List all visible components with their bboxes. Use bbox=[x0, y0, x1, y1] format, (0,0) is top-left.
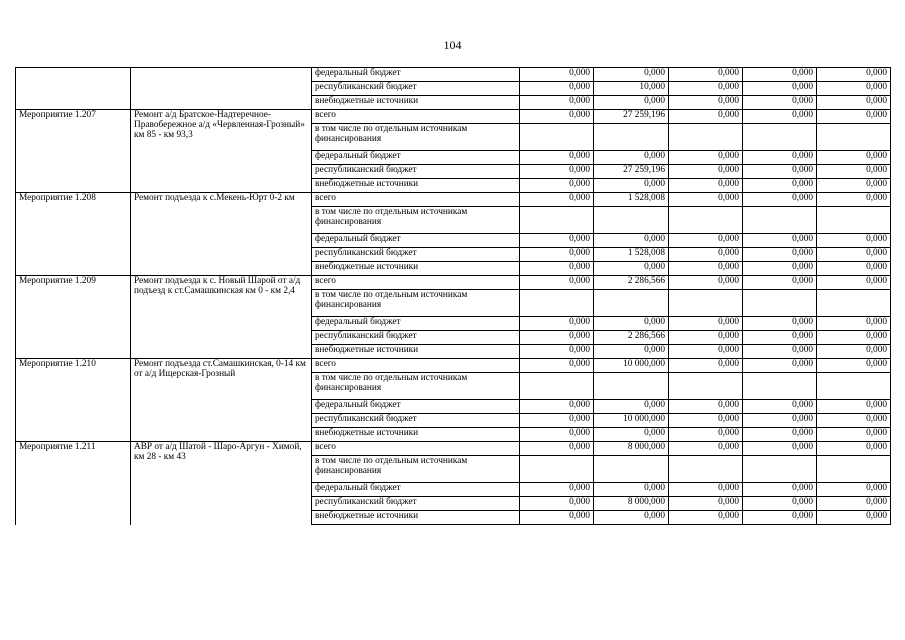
amount-cell: 10,000 bbox=[594, 82, 669, 96]
amount-cell: 0,000 bbox=[817, 193, 891, 207]
amount-cell: 0,000 bbox=[520, 262, 594, 276]
amount-cell: 0,000 bbox=[594, 511, 669, 525]
amount-cell: 0,000 bbox=[520, 248, 594, 262]
amount-cell: 0,000 bbox=[669, 400, 743, 414]
amount-cell bbox=[817, 124, 891, 151]
amount-cell: 0,000 bbox=[520, 400, 594, 414]
amount-cell bbox=[817, 207, 891, 234]
amount-cell: 27 259,196 bbox=[594, 165, 669, 179]
amount-cell: 0,000 bbox=[817, 179, 891, 193]
amount-cell: 0,000 bbox=[743, 345, 817, 359]
amount-cell: 0,000 bbox=[743, 359, 817, 373]
funding-source: в том числе по отдельным источникам финансирования bbox=[312, 124, 520, 151]
funding-source: всего bbox=[312, 359, 520, 373]
amount-cell: 0,000 bbox=[520, 497, 594, 511]
measure-object: АВР от а/д Шатой - Шаро-Аргун - Химой, км 28 - км 43 bbox=[131, 442, 312, 525]
funding-source: республиканский бюджет bbox=[312, 414, 520, 428]
amount-cell: 0,000 bbox=[594, 483, 669, 497]
amount-cell bbox=[817, 290, 891, 317]
amount-cell: 0,000 bbox=[817, 497, 891, 511]
amount-cell: 0,000 bbox=[817, 165, 891, 179]
amount-cell: 0,000 bbox=[669, 262, 743, 276]
amount-cell: 0,000 bbox=[669, 110, 743, 124]
funding-source: республиканский бюджет bbox=[312, 82, 520, 96]
amount-cell bbox=[743, 207, 817, 234]
amount-cell: 0,000 bbox=[817, 151, 891, 165]
amount-cell bbox=[669, 373, 743, 400]
amount-cell: 0,000 bbox=[743, 110, 817, 124]
amount-cell: 0,000 bbox=[743, 248, 817, 262]
amount-cell bbox=[669, 456, 743, 483]
amount-cell: 0,000 bbox=[520, 82, 594, 96]
amount-cell: 0,000 bbox=[743, 331, 817, 345]
amount-cell bbox=[743, 456, 817, 483]
funding-source: внебюджетные источники bbox=[312, 345, 520, 359]
amount-cell: 0,000 bbox=[669, 317, 743, 331]
amount-cell bbox=[520, 373, 594, 400]
amount-cell: 0,000 bbox=[817, 96, 891, 110]
amount-cell: 0,000 bbox=[669, 193, 743, 207]
amount-cell: 0,000 bbox=[520, 428, 594, 442]
amount-cell bbox=[669, 290, 743, 317]
amount-cell: 0,000 bbox=[669, 497, 743, 511]
funding-source: внебюджетные источники bbox=[312, 428, 520, 442]
amount-cell: 0,000 bbox=[743, 276, 817, 290]
amount-cell: 0,000 bbox=[594, 234, 669, 248]
funding-source: внебюджетные источники bbox=[312, 511, 520, 525]
amount-cell: 0,000 bbox=[817, 317, 891, 331]
funding-source: федеральный бюджет bbox=[312, 483, 520, 497]
funding-source: федеральный бюджет bbox=[312, 234, 520, 248]
amount-cell: 0,000 bbox=[520, 151, 594, 165]
amount-cell: 1 528,008 bbox=[594, 248, 669, 262]
amount-cell: 0,000 bbox=[669, 414, 743, 428]
amount-cell: 0,000 bbox=[520, 110, 594, 124]
amount-cell: 0,000 bbox=[594, 400, 669, 414]
amount-cell: 0,000 bbox=[817, 262, 891, 276]
funding-source: в том числе по отдельным источникам финансирования bbox=[312, 373, 520, 400]
amount-cell: 0,000 bbox=[520, 96, 594, 110]
page-number: 104 bbox=[443, 38, 462, 52]
amount-cell: 0,000 bbox=[743, 68, 817, 82]
amount-cell bbox=[594, 290, 669, 317]
funding-source: республиканский бюджет bbox=[312, 248, 520, 262]
amount-cell: 0,000 bbox=[669, 428, 743, 442]
amount-cell: 0,000 bbox=[743, 497, 817, 511]
funding-source: всего bbox=[312, 442, 520, 456]
amount-cell: 0,000 bbox=[743, 82, 817, 96]
amount-cell: 0,000 bbox=[817, 248, 891, 262]
amount-cell: 0,000 bbox=[669, 82, 743, 96]
amount-cell: 0,000 bbox=[743, 96, 817, 110]
measure-code: Мероприятие 1.209 bbox=[16, 276, 131, 359]
amount-cell: 10 000,000 bbox=[594, 414, 669, 428]
amount-cell bbox=[594, 456, 669, 483]
amount-cell: 0,000 bbox=[520, 442, 594, 456]
amount-cell bbox=[743, 373, 817, 400]
amount-cell: 0,000 bbox=[520, 68, 594, 82]
funding-source: республиканский бюджет bbox=[312, 165, 520, 179]
amount-cell: 0,000 bbox=[669, 179, 743, 193]
measure-code: Мероприятие 1.211 bbox=[16, 442, 131, 525]
amount-cell: 0,000 bbox=[817, 400, 891, 414]
amount-cell: 0,000 bbox=[817, 511, 891, 525]
amount-cell: 0,000 bbox=[743, 442, 817, 456]
amount-cell: 1 528,008 bbox=[594, 193, 669, 207]
amount-cell: 0,000 bbox=[669, 96, 743, 110]
funding-source: в том числе по отдельным источникам финансирования bbox=[312, 207, 520, 234]
amount-cell bbox=[743, 290, 817, 317]
amount-cell bbox=[520, 290, 594, 317]
amount-cell: 0,000 bbox=[817, 442, 891, 456]
table-row bbox=[16, 68, 891, 82]
amount-cell bbox=[594, 124, 669, 151]
amount-cell: 27 259,196 bbox=[594, 110, 669, 124]
amount-cell: 0,000 bbox=[817, 428, 891, 442]
amount-cell: 0,000 bbox=[817, 483, 891, 497]
amount-cell: 0,000 bbox=[520, 345, 594, 359]
amount-cell bbox=[520, 124, 594, 151]
amount-cell: 0,000 bbox=[743, 179, 817, 193]
amount-cell: 0,000 bbox=[743, 511, 817, 525]
amount-cell: 0,000 bbox=[669, 442, 743, 456]
measure-object-cell bbox=[131, 68, 312, 110]
table-row bbox=[16, 276, 891, 290]
funding-source: всего bbox=[312, 276, 520, 290]
amount-cell: 0,000 bbox=[743, 400, 817, 414]
amount-cell: 0,000 bbox=[669, 331, 743, 345]
amount-cell: 0,000 bbox=[669, 248, 743, 262]
amount-cell bbox=[669, 207, 743, 234]
amount-cell: 0,000 bbox=[520, 193, 594, 207]
amount-cell: 0,000 bbox=[669, 165, 743, 179]
amount-cell: 0,000 bbox=[817, 234, 891, 248]
amount-cell: 0,000 bbox=[669, 511, 743, 525]
amount-cell: 0,000 bbox=[817, 414, 891, 428]
amount-cell: 0,000 bbox=[594, 317, 669, 331]
amount-cell: 0,000 bbox=[594, 68, 669, 82]
amount-cell: 0,000 bbox=[520, 276, 594, 290]
amount-cell: 0,000 bbox=[817, 82, 891, 96]
amount-cell: 0,000 bbox=[743, 193, 817, 207]
amount-cell bbox=[594, 373, 669, 400]
amount-cell: 0,000 bbox=[743, 414, 817, 428]
funding-source: внебюджетные источники bbox=[312, 179, 520, 193]
amount-cell bbox=[743, 124, 817, 151]
measure-code: Мероприятие 1.207 bbox=[16, 110, 131, 193]
amount-cell: 0,000 bbox=[743, 428, 817, 442]
amount-cell: 0,000 bbox=[743, 262, 817, 276]
amount-cell bbox=[520, 207, 594, 234]
amount-cell: 0,000 bbox=[669, 234, 743, 248]
funding-source: всего bbox=[312, 110, 520, 124]
measure-object: Ремонт подъезда ст.Самашкинская, 0-14 км от а/д Ищерская-Грозный bbox=[131, 359, 312, 442]
amount-cell: 0,000 bbox=[817, 276, 891, 290]
amount-cell: 0,000 bbox=[817, 359, 891, 373]
funding-source: в том числе по отдельным источникам финансирования bbox=[312, 290, 520, 317]
funding-source: внебюджетные источники bbox=[312, 96, 520, 110]
amount-cell: 0,000 bbox=[520, 331, 594, 345]
funding-source: федеральный бюджет bbox=[312, 400, 520, 414]
amount-cell: 0,000 bbox=[817, 110, 891, 124]
amount-cell: 0,000 bbox=[594, 345, 669, 359]
funding-source: в том числе по отдельным источникам финансирования bbox=[312, 456, 520, 483]
amount-cell: 0,000 bbox=[743, 317, 817, 331]
amount-cell: 2 286,566 bbox=[594, 276, 669, 290]
funding-source: внебюджетные источники bbox=[312, 262, 520, 276]
amount-cell: 0,000 bbox=[520, 511, 594, 525]
amount-cell: 0,000 bbox=[520, 414, 594, 428]
funding-source: республиканский бюджет bbox=[312, 331, 520, 345]
amount-cell: 0,000 bbox=[743, 165, 817, 179]
amount-cell: 0,000 bbox=[669, 345, 743, 359]
amount-cell: 0,000 bbox=[594, 96, 669, 110]
funding-source: федеральный бюджет bbox=[312, 151, 520, 165]
amount-cell bbox=[520, 456, 594, 483]
amount-cell: 0,000 bbox=[669, 359, 743, 373]
amount-cell bbox=[817, 456, 891, 483]
amount-cell: 0,000 bbox=[520, 317, 594, 331]
amount-cell: 8 000,000 bbox=[594, 442, 669, 456]
budget-table bbox=[15, 67, 891, 525]
amount-cell: 0,000 bbox=[520, 165, 594, 179]
funding-source: всего bbox=[312, 193, 520, 207]
amount-cell: 0,000 bbox=[520, 234, 594, 248]
funding-source: республиканский бюджет bbox=[312, 497, 520, 511]
amount-cell: 0,000 bbox=[594, 262, 669, 276]
amount-cell: 10 000,000 bbox=[594, 359, 669, 373]
measure-code: Мероприятие 1.210 bbox=[16, 359, 131, 442]
amount-cell: 0,000 bbox=[520, 359, 594, 373]
table-row bbox=[16, 442, 891, 456]
amount-cell: 0,000 bbox=[520, 483, 594, 497]
funding-source: федеральный бюджет bbox=[312, 68, 520, 82]
table-row bbox=[16, 193, 891, 207]
amount-cell: 0,000 bbox=[669, 151, 743, 165]
amount-cell bbox=[669, 124, 743, 151]
amount-cell: 0,000 bbox=[669, 483, 743, 497]
measure-code: Мероприятие 1.208 bbox=[16, 193, 131, 276]
table-row bbox=[16, 110, 891, 124]
amount-cell: 2 286,566 bbox=[594, 331, 669, 345]
amount-cell: 0,000 bbox=[594, 428, 669, 442]
amount-cell bbox=[594, 207, 669, 234]
amount-cell: 0,000 bbox=[743, 151, 817, 165]
amount-cell: 0,000 bbox=[594, 179, 669, 193]
measure-object: Ремонт подъезда к с. Новый Шарой от а/д подъезд к ст.Самашкинская км 0 - км 2,4 bbox=[131, 276, 312, 359]
amount-cell: 0,000 bbox=[594, 151, 669, 165]
measure-code-cell bbox=[16, 68, 131, 110]
measure-object: Ремонт подъезда к с.Мекень-Юрт 0-2 км bbox=[131, 193, 312, 276]
table-row bbox=[16, 359, 891, 373]
amount-cell bbox=[817, 373, 891, 400]
amount-cell: 0,000 bbox=[520, 179, 594, 193]
funding-source: федеральный бюджет bbox=[312, 317, 520, 331]
amount-cell: 0,000 bbox=[817, 68, 891, 82]
amount-cell: 0,000 bbox=[817, 331, 891, 345]
amount-cell: 0,000 bbox=[743, 483, 817, 497]
amount-cell: 0,000 bbox=[669, 68, 743, 82]
measure-object: Ремонт а/д Братское-Надтеречное-Правобережное а/д «Червленная-Грозный» км 85 - км 93,3 bbox=[131, 110, 312, 193]
amount-cell: 0,000 bbox=[817, 345, 891, 359]
amount-cell: 8 000,000 bbox=[594, 497, 669, 511]
amount-cell: 0,000 bbox=[743, 234, 817, 248]
amount-cell: 0,000 bbox=[669, 276, 743, 290]
